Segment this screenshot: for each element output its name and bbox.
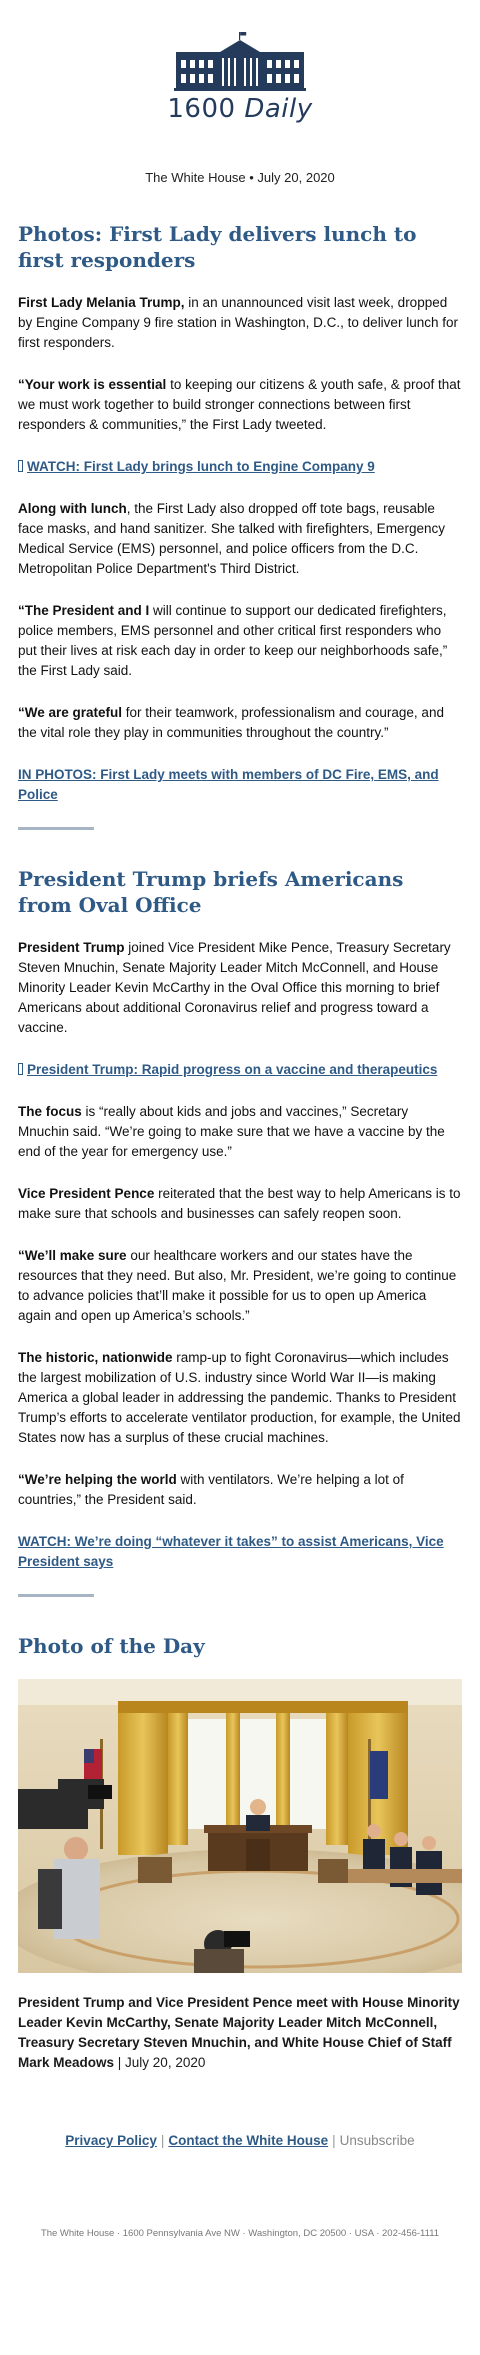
white-house-logo-icon (18, 30, 462, 92)
paragraph (18, 601, 462, 681)
in-photos-first-lady-link[interactable]: IN PHOTOS: First Lady meets with members of DC Fire, EMS, and Police (18, 767, 439, 802)
video-link-row (18, 1532, 462, 1572)
paragraph (18, 703, 462, 743)
whatever-it-takes-link[interactable]: WATCH: We’re doing “whatever it takes” to assist Americans, Vice President says (18, 1534, 444, 1569)
unsubscribe-link[interactable]: Unsubscribe (339, 2133, 415, 2148)
paragraph (18, 293, 462, 353)
footer-links (18, 2133, 462, 2148)
paragraph (18, 375, 462, 435)
brand-number: 1600 (167, 94, 236, 124)
video-link-row (18, 1060, 462, 1080)
video-link-row (18, 457, 462, 477)
lead-bold: Vice President Pence (18, 1186, 155, 1201)
body-text: reiterated that the best way to help Americans is to make sure that schools and businesses can safely reopen soon. (18, 1186, 461, 1221)
body-text: to keeping our citizens & youth safe, & proof that we must work together to build stronger connections between first responders & communities,” the First Lady tweeted. (18, 377, 461, 432)
video-icon (18, 460, 23, 472)
paragraph (18, 1246, 462, 1326)
body-text: is “really about kids and jobs and vaccines,” Secretary Mnuchin said. “We’re going to make sure that we have a vaccine by the end of the year for emergency use.” (18, 1104, 445, 1159)
brand-word: Daily (244, 94, 313, 124)
paragraph (18, 1348, 462, 1448)
brand-wordmark (18, 94, 462, 124)
paragraph (18, 1470, 462, 1510)
photo-caption (18, 1993, 462, 2073)
section-divider (18, 827, 94, 830)
lead-bold: The historic, nationwide (18, 1350, 173, 1365)
header (18, 0, 462, 124)
caption-date: | July 20, 2020 (114, 2055, 206, 2070)
body-text: our healthcare workers and our states have the resources that they need. But also, Mr. President, we’re going to continue to advance policies that’ll make it possible for us to open up America again and open up America’s schools.” (18, 1248, 457, 1323)
section-title-photo-of-the-day: Photo of the Day (18, 1634, 205, 1658)
body-text: ramp-up to fight Coronavirus—which includes the largest mobilization of U.S. industry since World War II—is making America a global leader in addressing the pandemic. Thanks to President Trump’s efforts to accelerate ventilator production, for example, the United States now has a surplus of these crucial machines. (18, 1350, 461, 1445)
section-divider (18, 1594, 94, 1597)
paragraph (18, 1102, 462, 1162)
body-text: for their teamwork, professionalism and courage, and the vital role they play in communities throughout the country.” (18, 705, 444, 740)
lead-bold: “We’re helping the world (18, 1472, 177, 1487)
watch-engine-company-link[interactable]: WATCH: First Lady brings lunch to Engine Company 9 (27, 459, 375, 474)
rapid-progress-vaccine-link[interactable]: President Trump: Rapid progress on a vaccine and therapeutics (27, 1062, 438, 1077)
lead-bold: “The President and I (18, 603, 150, 618)
lead-bold: President Trump (18, 940, 125, 955)
oval-office-photo (18, 1679, 462, 1973)
lead-bold: The focus (18, 1104, 82, 1119)
paragraph (18, 1184, 462, 1224)
body-text: with ventilators. We’re helping a lot of countries,” the President said. (18, 1472, 404, 1507)
section-title-first-lady: Photos: First Lady delivers lunch to first responders (18, 222, 417, 272)
video-icon (18, 1063, 23, 1075)
photos-link-row (18, 765, 462, 805)
dateline: The White House • July 20, 2020 (145, 170, 335, 185)
footer-address: The White House · 1600 Pennsylvania Ave NW · Washington, DC 20500 · USA · 202-456-1111 (40, 2228, 440, 2239)
footer-separator: | (160, 2133, 165, 2148)
paragraph (18, 938, 462, 1038)
lead-bold: “We’ll make sure (18, 1248, 127, 1263)
footer-separator: | (332, 2133, 336, 2148)
lead-bold: Along with lunch (18, 501, 127, 516)
caption-bold: President Trump and Vice President Pence meet with House Minority Leader Kevin McCarthy, Senate Majority Leader Mitch McConnell, Treasury Secretary Steven Mnuchin, and White House Chief of Staff Mark Meadows (18, 1995, 460, 2070)
body-text: joined Vice President Mike Pence, Treasury Secretary Steven Mnuchin, Senate Majority Leader Mitch McConnell, and House Minority Leader Kevin McCarthy in the Oval Office this morning to brief Americans about additional Coronavirus relief and progress toward a vaccine. (18, 940, 451, 1035)
section-title-oval-office: President Trump briefs Americans from Oval Office (18, 867, 404, 917)
lead-bold: First Lady Melania Trump, (18, 295, 185, 310)
body-text: in an unannounced visit last week, dropped by Engine Company 9 fire station in Washington, D.C., to deliver lunch for first responders. (18, 295, 458, 350)
privacy-policy-link[interactable]: Privacy Policy (65, 2133, 157, 2148)
lead-bold: “We are grateful (18, 705, 123, 720)
paragraph (18, 499, 462, 579)
body-text: will continue to support our dedicated firefighters, police members, EMS personnel and other critical first responders who put their lives at risk each day in order to keep our neighborhoods safe,” the First Lady said. (18, 603, 448, 678)
contact-white-house-link[interactable]: Contact the White House (168, 2133, 329, 2148)
body-text: , the First Lady also dropped off tote bags, reusable face masks, and hand sanitizer. She talked with firefighters, Emergency Medical Service (EMS) personnel, and police officers from the D.C. Metropolitan Police Department's Third District. (18, 501, 445, 576)
lead-bold: “Your work is essential (18, 377, 167, 392)
